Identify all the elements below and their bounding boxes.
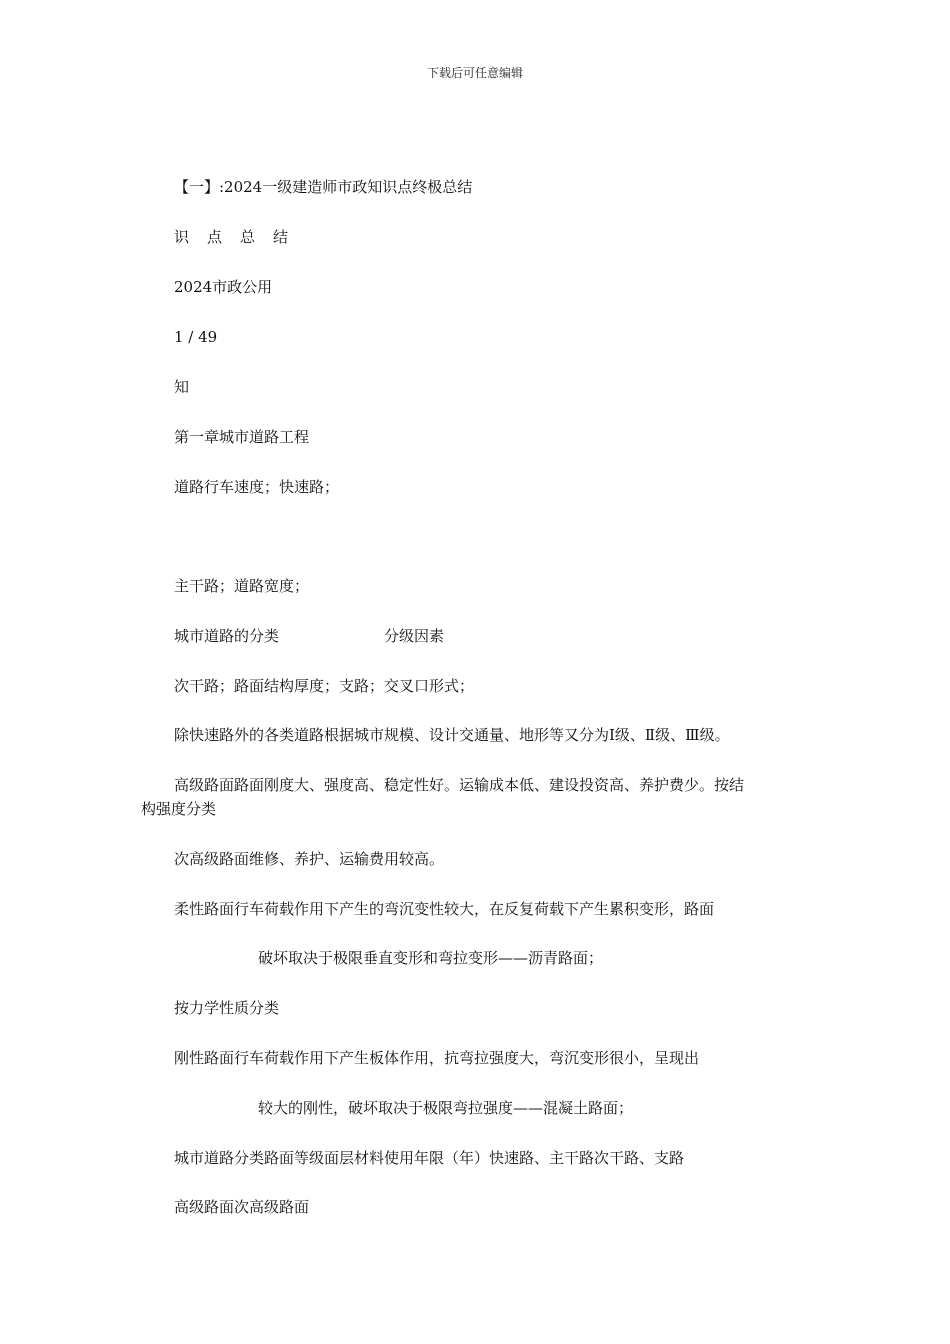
text-line: 知 bbox=[174, 378, 190, 396]
text-line: 次干路；路面结构厚度；支路；交叉口形式； bbox=[174, 677, 475, 695]
text-line: 主干路；道路宽度； bbox=[174, 577, 310, 595]
chapter-heading: 第一章城市道路工程 bbox=[174, 428, 310, 446]
page-number: 1 / 49 bbox=[174, 328, 218, 346]
text-line: 道路行车速度；快速路； bbox=[174, 478, 340, 496]
text-line: 刚性路面行车荷载作用下产生板体作用，抗弯拉强度大，弯沉变形很小，呈现出 bbox=[174, 1049, 700, 1067]
text-line: 次高级路面维修、养护、运输费用较高。 bbox=[174, 850, 445, 868]
text-line: 较大的刚性，破坏取决于极限弯拉强度——混凝土路面； bbox=[258, 1099, 634, 1117]
text-line: 柔性路面行车荷载作用下产生的弯沉变性较大，在反复荷载下产生累积变形，路面 bbox=[174, 900, 715, 918]
document-title: 【一】:2024一级建造师市政知识点终极总结 bbox=[174, 178, 473, 196]
text-line: 城市道路的分类 bbox=[174, 627, 280, 645]
text-line: 高级路面次高级路面 bbox=[174, 1198, 310, 1216]
text-line: 按力学性质分类 bbox=[174, 999, 280, 1017]
page-header: 下载后可任意编辑 bbox=[426, 66, 523, 80]
text-line: 分级因素 bbox=[384, 627, 445, 645]
text-line: 破坏取决于极限垂直变形和弯拉变形——沥青路面； bbox=[258, 949, 604, 967]
text-line: 高级路面路面刚度大、强度高、稳定性好。运输成本低、建设投资高、养护费少。按结 bbox=[174, 776, 745, 794]
text-line: 除快速路外的各类道路根据城市规模、设计交通量、地形等又分为Ⅰ级、Ⅱ级、Ⅲ级。 bbox=[174, 726, 730, 744]
text-line: 城市道路分类路面等级面层材料使用年限（年）快速路、主干路次干路、支路 bbox=[174, 1149, 685, 1167]
text-line: 构强度分类 bbox=[141, 800, 217, 818]
subtitle: 识点总结 bbox=[174, 228, 307, 246]
text-line: 2024市政公用 bbox=[174, 278, 273, 296]
